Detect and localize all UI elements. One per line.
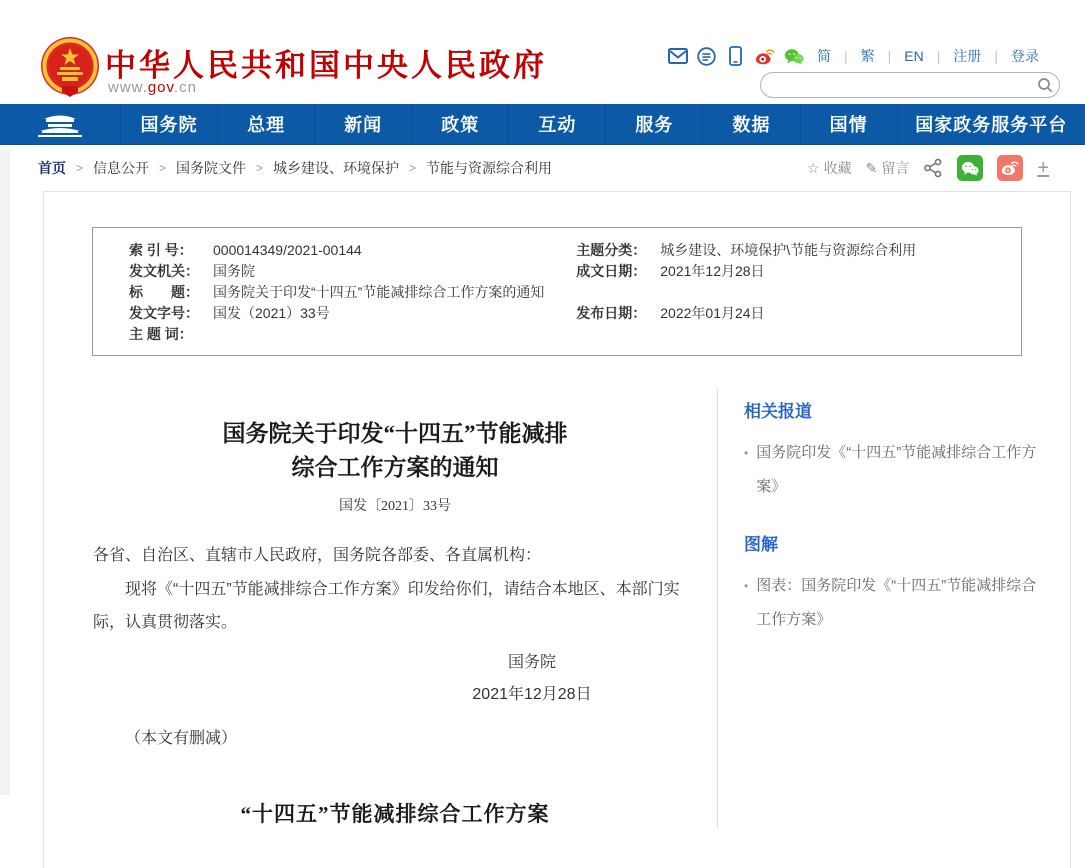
register-link[interactable]: 注册 [953, 48, 982, 64]
sidebar-heading-related: 相关报道 [744, 402, 812, 421]
search-icon [1037, 77, 1053, 93]
breadcrumb-chengxiang[interactable]: 城乡建设、环境保护 [273, 160, 400, 176]
nav-item-xinwen[interactable]: 新闻 [314, 104, 411, 144]
signer: 国务院 [507, 654, 556, 671]
plan-section-title: “十四五”节能减排综合工作方案 [240, 802, 550, 826]
divider: | [994, 48, 998, 64]
nav-item-guoqing[interactable]: 国情 [800, 104, 897, 144]
chevron-right-icon: > [76, 161, 84, 175]
article [44, 389, 717, 828]
meta-label [576, 324, 660, 345]
list-item [744, 569, 1050, 637]
meta-label: 索 引 号： [129, 242, 193, 258]
breadcrumb-home[interactable]: 首页 [38, 160, 66, 176]
meta-value: 2022年01月24日 [660, 305, 765, 321]
meta-value: 国发（2021）33号 [213, 305, 330, 321]
meta-row-empty [576, 324, 1021, 345]
main-nav [0, 104, 1085, 145]
url-gov: gov [147, 79, 174, 96]
national-emblem-logo [40, 36, 100, 98]
share-weibo-button[interactable] [997, 155, 1023, 181]
window-edge-strip [0, 150, 10, 795]
search-button[interactable] [1031, 73, 1059, 97]
article-body-paragraph: 现将《“十四五”节能减排综合工作方案》印发给你们，请结合本地区、本部门实际，认真贯彻落实。 [93, 581, 680, 631]
meta-row-agency [129, 261, 566, 282]
meta-row-signed-date [576, 261, 1021, 282]
pencil-icon: ✎ [865, 159, 878, 176]
meta-label [576, 282, 660, 303]
infographic-link[interactable]: 图表：国务院印发《“十四五”节能减排综合工作方案》 [756, 577, 1037, 628]
meta-column-right [566, 240, 1021, 345]
meta-label: 主题分类： [576, 242, 647, 258]
meta-label: 发文机关： [129, 263, 199, 279]
home-icon [34, 111, 86, 137]
sidebar-heading-infographic: 图解 [744, 535, 778, 554]
meta-row-category [576, 240, 1021, 261]
content-container [43, 191, 1071, 868]
meta-label: 成文日期： [576, 263, 647, 279]
bullet-icon: • [744, 579, 749, 593]
favorite-button[interactable] [807, 158, 852, 178]
wechat-icon[interactable] [784, 46, 804, 66]
meta-row-empty [576, 282, 1021, 303]
chevron-right-icon: > [159, 161, 167, 175]
site-title: 中华人民共和国中央人民政府 [105, 48, 547, 83]
divider: | [936, 48, 941, 64]
content-flex [44, 389, 1070, 828]
share-icon [923, 158, 943, 178]
meta-row-publish-date [576, 303, 1021, 324]
meta-value: 城乡建设、环境保护\节能与资源综合利用 [660, 242, 917, 258]
meta-column-left [93, 240, 566, 345]
breadcrumb-xinxigongkai[interactable]: 信息公开 [93, 160, 150, 176]
page-actions [807, 155, 1049, 181]
message-icon[interactable] [697, 46, 717, 66]
wechat-icon [961, 161, 979, 176]
nav-item-zhengce[interactable]: 政策 [411, 104, 508, 144]
weibo-icon[interactable] [755, 46, 775, 66]
meta-row-index [129, 240, 566, 261]
nav-item-hudong[interactable]: 互动 [508, 104, 605, 144]
article-title-line2: 综合工作方案的通知 [291, 455, 499, 480]
breadcrumb-guowuyuan-wenjian[interactable]: 国务院文件 [176, 160, 247, 176]
meta-value: 国务院 [213, 263, 255, 279]
search-input[interactable] [761, 74, 1031, 96]
meta-label: 发布日期： [576, 305, 647, 321]
share-button[interactable] [923, 158, 943, 178]
more-share-button[interactable]: + [1037, 157, 1049, 179]
login-link[interactable]: 登录 [1011, 48, 1039, 64]
meta-label: 主 题 词： [129, 326, 193, 342]
url-prefix: www. [108, 79, 148, 96]
search-box [760, 72, 1060, 98]
meta-row-title [129, 282, 566, 303]
nav-home[interactable] [0, 104, 120, 144]
mobile-icon[interactable] [726, 46, 746, 66]
sign-date: 2021年12月28日 [472, 686, 592, 703]
weibo-icon [1001, 160, 1019, 176]
comment-button[interactable] [866, 158, 910, 178]
breadcrumb-jieneng[interactable]: 节能与资源综合利用 [426, 160, 553, 176]
nav-item-zhengwu-platform[interactable]: 国家政务服务平台 [897, 104, 1085, 144]
bullet-icon: • [744, 446, 749, 460]
meta-value: 国务院关于印发“十四五”节能减排综合工作方案的通知 [213, 284, 545, 300]
nav-item-zongli[interactable]: 总理 [217, 104, 314, 144]
mail-icon[interactable] [668, 46, 688, 66]
related-report-link[interactable]: 国务院印发《“十四五”节能减排综合工作方案》 [756, 444, 1037, 495]
share-wechat-button[interactable] [957, 155, 983, 181]
meta-row-docno [129, 303, 566, 324]
lang-traditional-link[interactable]: 繁 [860, 48, 875, 64]
meta-value: 000014349/2021-00144 [213, 242, 362, 258]
site-url [108, 79, 197, 96]
meta-label: 发文字号： [129, 305, 199, 321]
chevron-right-icon: > [409, 161, 417, 175]
signature-block [417, 647, 647, 711]
lang-simplified-link[interactable]: 简 [816, 48, 831, 64]
meta-value: 2021年12月28日 [660, 263, 765, 279]
trim-note: （本文有删减） [125, 730, 238, 747]
nav-item-fuwu[interactable]: 服务 [605, 104, 702, 144]
url-suffix: .cn [173, 79, 197, 96]
meta-row-keywords [129, 324, 566, 345]
sidebar [717, 389, 1070, 828]
breadcrumb [38, 158, 552, 178]
article-doc-number: 国发〔2021〕33号 [339, 499, 451, 514]
nav-item-guowuyuan[interactable]: 国务院 [120, 104, 217, 144]
nav-item-shuju[interactable]: 数据 [702, 104, 799, 144]
chevron-right-icon: > [256, 161, 264, 175]
comment-label: 留言 [881, 160, 910, 176]
article-title-line1: 国务院关于印发“十四五”节能减排 [222, 421, 568, 446]
topbar [668, 46, 1043, 66]
divider: | [843, 48, 848, 64]
divider: | [887, 48, 892, 64]
lang-english-link[interactable]: EN [904, 48, 924, 64]
list-item [744, 436, 1050, 504]
article-title [93, 417, 697, 485]
article-salutation: 各省、自治区、直辖市人民政府，国务院各部委、各直属机构： [93, 547, 542, 564]
document-meta-box [92, 227, 1022, 356]
star-icon: ☆ [807, 159, 820, 176]
favorite-label: 收藏 [823, 160, 852, 176]
meta-label: 标 题： [129, 284, 199, 300]
breadcrumb-row [0, 145, 1085, 191]
site-header [0, 0, 1085, 104]
